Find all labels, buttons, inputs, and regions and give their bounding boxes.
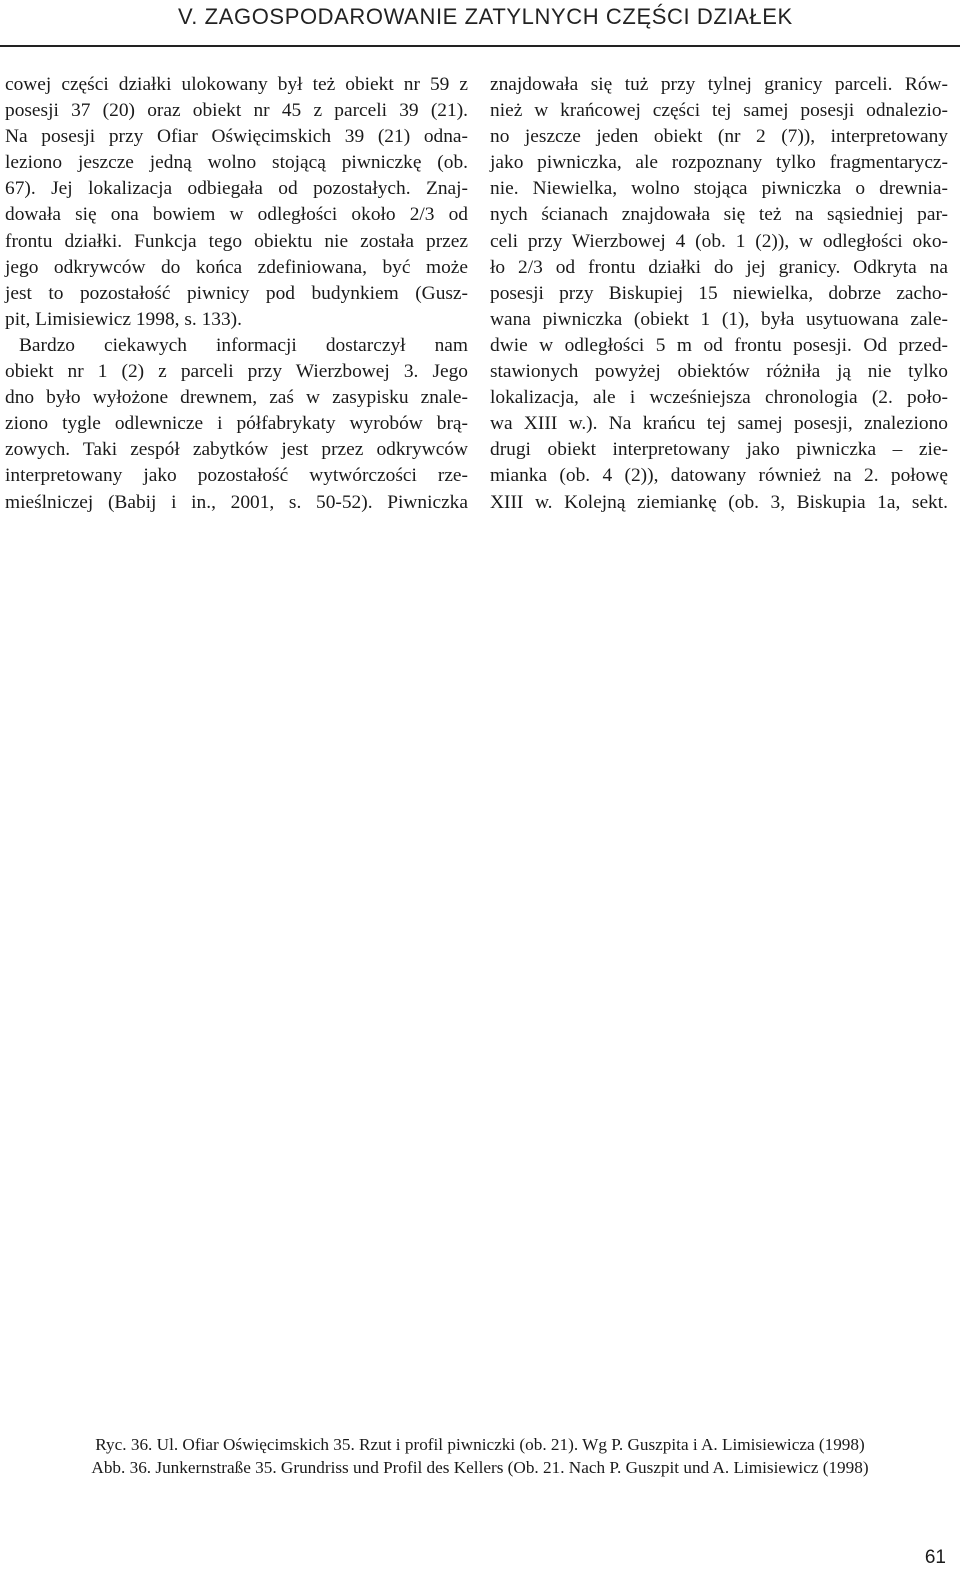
text-line: stawionych powyżej obiektów różniła ją nie tylko — [490, 361, 948, 383]
text-line: dwie w odległości 5 m od frontu posesji. Od przed- — [490, 334, 948, 356]
text-line: XIII w. Kolejną ziemiankę (ob. 3, Biskupia 1a, sekt. — [490, 491, 948, 513]
left-text-column — [5, 72, 468, 516]
header-rule — [0, 45, 960, 47]
text-line: nież w krańcowej części tej samej posesji odnalezio- — [490, 100, 948, 122]
text-line: dowała się ona bowiem w odległości około 2/3 od — [5, 204, 468, 226]
right-text-column — [490, 72, 948, 516]
text-line: nie. Niewielka, wolno stojąca piwniczka o drewnia- — [490, 178, 948, 200]
text-line: no jeszcze jeden obiekt (nr 2 (7)), interpretowany — [490, 126, 948, 148]
text-line: frontu działki. Funkcja tego obiektu nie została przez — [5, 230, 468, 252]
text-line: Na posesji przy Ofiar Oświęcimskich 39 (21) odna- — [5, 126, 468, 148]
page-number: 61 — [924, 1547, 946, 1568]
text-line: pit, Limisiewicz 1998, s. 133). — [5, 308, 242, 330]
text-line: interpretowany jako pozostałość wytwórczości rze- — [5, 465, 468, 487]
running-head: V. ZAGOSPODAROWANIE ZATYLNYCH CZĘŚCI DZIAŁEK — [178, 4, 793, 29]
text-line: znajdowała się tuż przy tylnej granicy parceli. Rów- — [490, 74, 948, 95]
text-line: posesji przy Biskupiej 15 niewielka, dobrze zacho- — [490, 282, 948, 304]
text-line: cowej części działki ulokowany był też obiekt nr 59 z — [5, 74, 468, 95]
text-line: wana piwniczka (obiekt 1 (1), była usytuowana zale- — [490, 308, 948, 330]
text-line: jako piwniczka, ale rozpoznany tylko fragmentarycz- — [490, 152, 948, 174]
text-line: ziono tygle odlewnicze i półfabrykaty wyrobów brą- — [5, 413, 468, 435]
text-line: obiekt nr 1 (2) z parceli przy Wierzbowej 3. Jego — [5, 361, 468, 383]
text-line: mieślniczej (Babij i in., 2001, s. 50-52). Piwniczka — [5, 491, 468, 513]
text-line: lokalizacja, ale i wcześniejsza chronologia (2. poło- — [490, 387, 948, 409]
text-line: jego odkrywców do końca zdefiniowana, być może — [5, 256, 468, 278]
text-line: zowych. Taki zespół zabytków jest przez odkrywców — [5, 439, 468, 461]
text-line: nych ścianach znajdowała się też na sąsiedniej par- — [490, 204, 948, 226]
figure-caption-german: Abb. 36. Junkernstraße 35. Grundriss und Profil des Kellers (Ob. 21. Nach P. Guszpit und A. Limisiewicz (1998) — [91, 1458, 869, 1477]
text-line: wa XIII w.). Na krańcu tej samej posesji, znaleziono — [490, 413, 948, 435]
figure-caption-polish: Ryc. 36. Ul. Ofiar Oświęcimskich 35. Rzut i profil piwniczki (ob. 21). Wg P. Guszpita i A. Limisiewicza (1998) — [95, 1435, 865, 1454]
text-line: ło 2/3 od frontu działki do jej granicy. Odkryta na — [490, 256, 948, 278]
paragraph-first-line: Bardzo ciekawych informacji dostarczył nam — [19, 334, 468, 356]
text-line: posesji 37 (20) oraz obiekt nr 45 z parceli 39 (21). — [5, 100, 468, 122]
text-line: 67). Jej lokalizacja odbiegała od pozostałych. Znaj- — [5, 178, 468, 200]
text-line: leziono jeszcze jedną wolno stojącą piwniczkę (ob. — [5, 152, 468, 174]
text-line: jest to pozostałość piwnicy pod budynkiem (Gusz- — [5, 282, 468, 304]
text-line: mianka (ob. 4 (2)), datowany również na 2. połowę — [490, 465, 948, 487]
text-line: celi przy Wierzbowej 4 (ob. 1 (2)), w odległości oko- — [490, 230, 948, 252]
text-line: dno było wyłożone drewnem, zaś w zasypisku znale- — [5, 387, 468, 409]
text-line: drugi obiekt interpretowany jako piwniczka – zie- — [490, 439, 948, 461]
